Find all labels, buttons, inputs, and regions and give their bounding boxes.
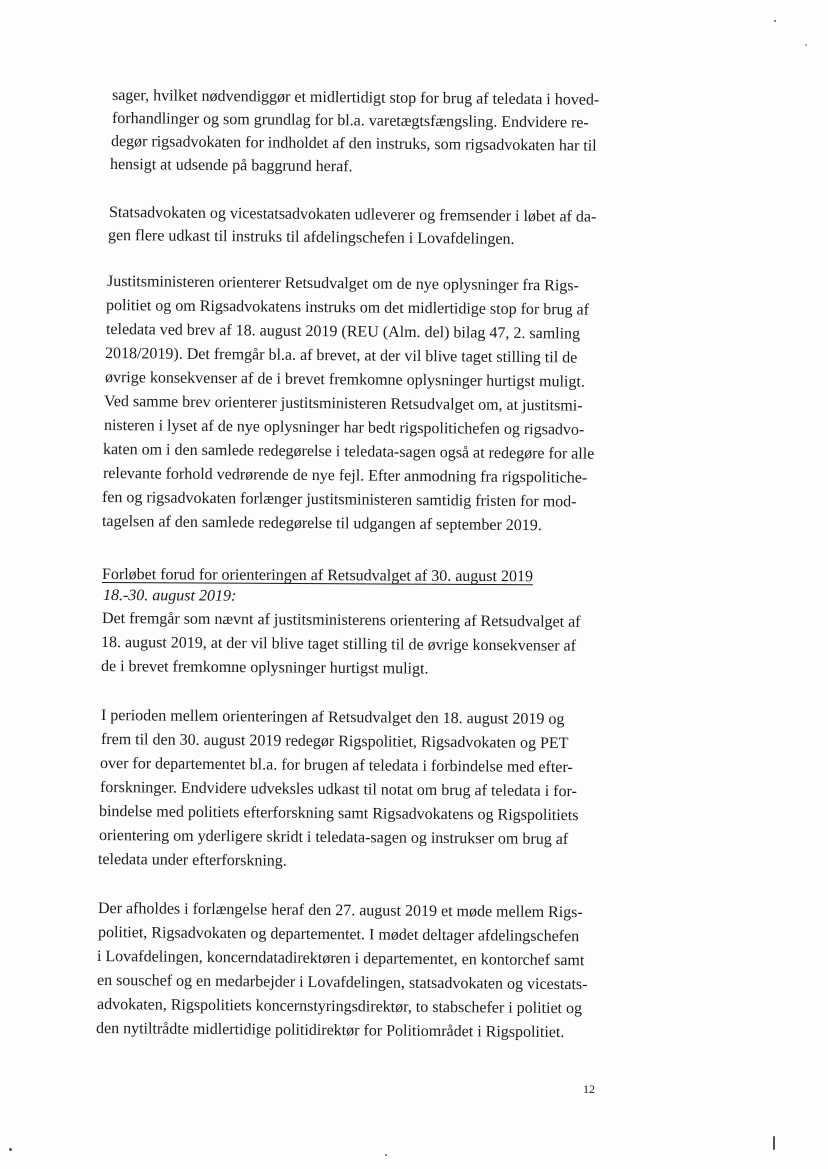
text-line: forhandlinger og som grundlag for bl.a. varetægtsfængsling. Endvidere re- bbox=[111, 110, 589, 132]
text-line: sager, hvilket nødvendiggør et midlertidigt stop for brug af teledata i hoved- bbox=[111, 87, 600, 109]
text-line: orientering om yderligere skridt i teledata-sagen og instrukser om brug af bbox=[98, 827, 569, 849]
scan-speck bbox=[774, 20, 776, 22]
text-line: 2018/2019). Det fremgår bl.a. af brevet, at der vil blive taget stilling til de bbox=[104, 345, 578, 367]
text-line: hensigt at udsende på baggrund heraf. bbox=[109, 156, 353, 176]
text-line: degør rigsadvokaten for indholdet af den instruks, som rigsadvokaten har til bbox=[110, 133, 597, 155]
text-line: I perioden mellem orienteringen af Retsudvalget den 18. august 2019 og bbox=[100, 707, 565, 729]
text-line: Statsadvokaten og vicestatsadvokaten udleverer og fremsender i løbet af da- bbox=[108, 204, 597, 226]
text-line: Justitsministeren orienterer Retsudvalget om de nye oplysninger fra Rigs- bbox=[106, 273, 579, 295]
section-subheading: 18.-30. august 2019: bbox=[102, 587, 237, 605]
text-line: 18. august 2019, at der vil blive taget stilling til de øvrige konsekvenser af bbox=[100, 634, 577, 655]
text-line: forskninger. Endvidere udveksles udkast til notat om brug af teledata i for- bbox=[99, 779, 577, 801]
text-line: katen om i den samlede redegørelse i teledata-sagen også at redegøre for alle bbox=[102, 441, 595, 463]
text-line: i Lovafdelingen, koncerndatadirektøren i departementet, en kontorchef samt bbox=[96, 948, 585, 970]
text-line: politiet, Rigsadvokaten og departementet. I mødet deltager afdelingschefen bbox=[97, 924, 580, 946]
text-line: de i brevet fremkomne oplysninger hurtigst muligt. bbox=[100, 658, 429, 678]
scan-speck bbox=[805, 44, 807, 46]
text-line: øvrige konsekvenser af de i brevet fremkomne oplysninger hurtigst muligt. bbox=[104, 369, 585, 391]
text-line: en souschef og en medarbejder i Lovafdelingen, statsadvokaten og vicestats- bbox=[96, 972, 588, 994]
text-line: den nytiltrådte midlertidige politidirektør for Politiområdet i Rigspolitiet. bbox=[95, 1020, 565, 1042]
text-line: over for departementet bl.a. for brugen af teledata i forbindelse med efter- bbox=[99, 755, 573, 777]
text-line: bindelse med politiets efterforskning samt Rigsadvokatens og Rigspolitiets bbox=[98, 803, 579, 825]
text-line: advokaten, Rigspolitiets koncernstyringsdirektør, to stabschefer i politiet og bbox=[96, 996, 583, 1018]
text-line: Det fremgår som nævnt af justitsministerens orientering af Retsudvalget af bbox=[101, 610, 581, 631]
scan-speck bbox=[385, 1154, 387, 1156]
text-line: teledata ved brev af 18. august 2019 (REU (Alm. del) bilag 47, 2. samling bbox=[105, 321, 581, 343]
text-line: relevante forhold vedrørende de nye fejl. Efter anmodning fra rigspolitiche- bbox=[102, 465, 588, 487]
text-line: tagelsen af den samlede redegørelse til udgangen af september 2019. bbox=[101, 513, 542, 535]
text-line: Ved samme brev orienterer justitsministeren Retsudvalget om, at justitsmi- bbox=[103, 393, 583, 415]
scan-speck bbox=[9, 1148, 12, 1151]
text-line: gen flere udkast til instruks til afdelingschefen i Lovafdelingen. bbox=[107, 227, 515, 248]
text-line: fen og rigsadvokaten forlænger justitsministeren samtidig fristen for mod- bbox=[101, 489, 577, 511]
text-line: Der afholdes i forlængelse heraf den 27. august 2019 et møde mellem Rigs- bbox=[97, 900, 583, 922]
text-line: nisteren i lyset af de nye oplysninger har bedt rigspolitichefen og rigsadvo- bbox=[103, 417, 585, 439]
text-line: teledata under efterforskning. bbox=[97, 851, 287, 870]
section-heading: Forløbet forud for orienteringen af Retsudvalget af 30. august 2019 bbox=[101, 566, 534, 586]
text-line: politiet og om Rigsadvokatens instruks om det midlertidige stop for brug af bbox=[105, 297, 590, 319]
scan-speck bbox=[773, 1136, 775, 1150]
text-line: frem til den 30. august 2019 redegør Rigspolitiet, Rigsadvokaten og PET bbox=[100, 731, 569, 753]
page-number: 12 bbox=[583, 1082, 595, 1096]
